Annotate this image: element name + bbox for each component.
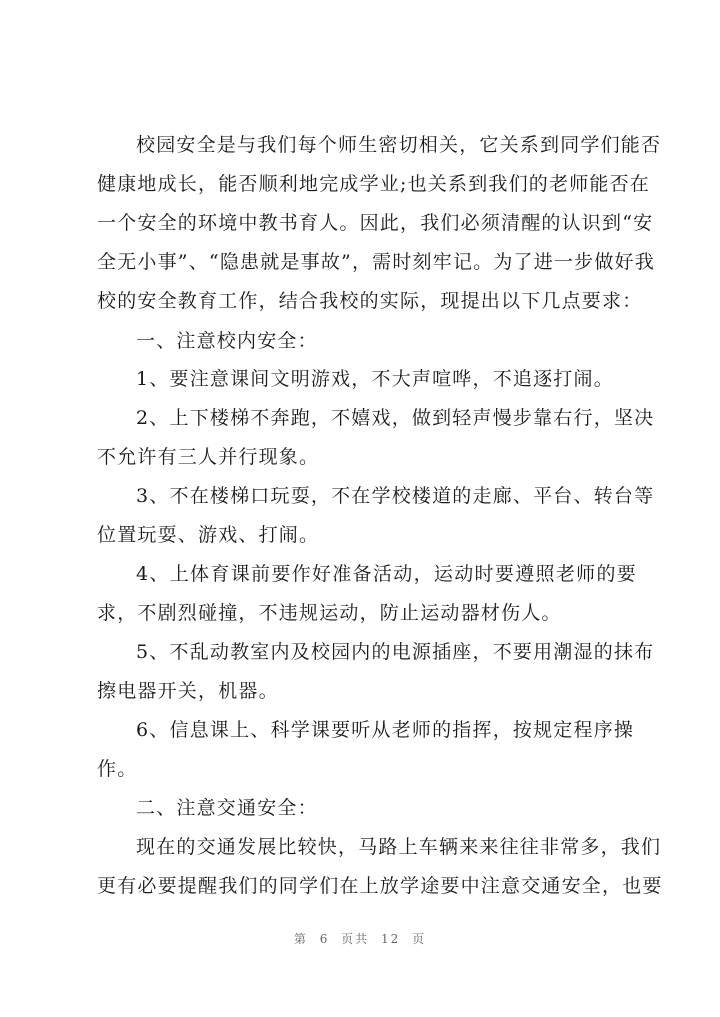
paragraph-line: 校的安全教育工作，结合我校的实际，现提出以下几点要求： [97, 290, 643, 312]
list-item-continuation: 作。 [97, 758, 138, 780]
paragraph-line: 一个安全的环境中教书育人。因此，我们必须清醒的认识到“安 [97, 212, 654, 234]
paragraph-line: 全无小事”、“隐患就是事故”，需时刻牢记。为了进一步做好我 [97, 251, 655, 273]
list-item: 4、上体育课前要作好准备活动，运动时要遵照老师的要 [136, 563, 637, 585]
list-item: 2、上下楼梯不奔跑，不嬉戏，做到轻声慢步靠右行，坚决 [136, 407, 655, 429]
paragraph-line: 现在的交通发展比较快，马路上车辆来来往往非常多，我们 [136, 836, 662, 858]
section-heading: 二、注意交通安全： [136, 797, 318, 819]
list-item-continuation: 擦电器开关，机器。 [97, 680, 279, 702]
paragraph-line: 健康地成长，能否顺利地完成学业;也关系到我们的老师能否在 [97, 173, 651, 195]
list-item-continuation: 不允许有三人并行现象。 [97, 446, 320, 468]
list-item-continuation: 求，不剧烈碰撞，不违规运动，防止运动器材伤人。 [97, 602, 562, 624]
paragraph-line: 校园安全是与我们每个师生密切相关，它关系到同学们能否 [136, 134, 662, 156]
paragraph-line: 更有必要提醒我们的同学们在上放学途要中注意交通安全，也要 [97, 875, 663, 897]
list-item: 6、信息课上、科学课要听从老师的指挥，按规定程序操 [136, 719, 635, 741]
list-item-continuation: 位置玩耍、游戏、打闹。 [97, 524, 320, 546]
page-number-footer: 第 6 页共 12 页 [293, 932, 427, 946]
section-heading: 一、注意校内安全： [136, 330, 318, 352]
list-item: 3、不在楼梯口玩耍，不在学校楼道的走廊、平台、转台等 [136, 485, 655, 507]
list-item: 5、不乱动教室内及校园内的电源插座，不要用潮湿的抹布 [136, 641, 655, 663]
list-item: 1、要注意课间文明游戏，不大声喧哗，不追逐打闹。 [136, 368, 614, 390]
